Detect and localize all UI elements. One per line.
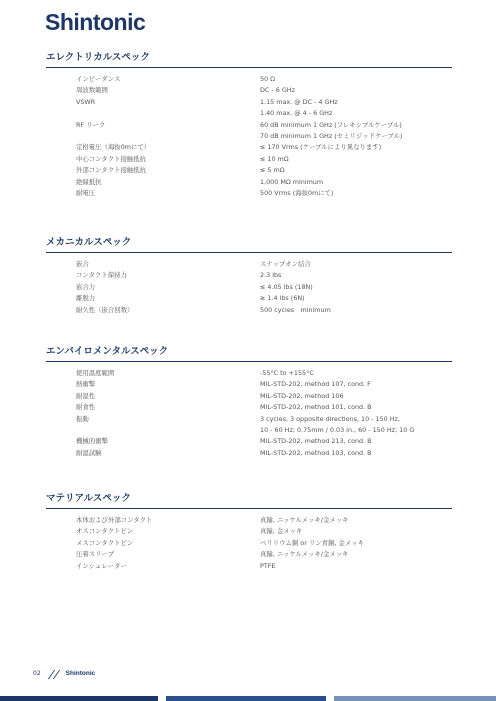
spec-row	[46, 293, 452, 304]
spec-value: ≤ 4.05 lbs (18N)	[260, 282, 313, 291]
spec-label: 定格電圧（海抜0mにて）	[76, 143, 151, 152]
section-title: マテリアルスペック	[46, 493, 452, 509]
spec-value: 1,000 MΩ minimum	[260, 177, 324, 186]
spec-value: 500 Vrms (海抜0mにて)	[260, 188, 334, 197]
spec-row	[46, 368, 452, 379]
spec-row	[46, 259, 452, 270]
spec-label: 嵌合	[76, 260, 89, 268]
spec-value: 真鍮, ニッケルメッキ/金メッキ	[260, 550, 349, 559]
spec-row	[46, 165, 452, 176]
spec-row	[46, 379, 452, 390]
spec-label: 耐食性	[76, 403, 96, 412]
spec-row	[46, 270, 452, 281]
spec-value: ≥ 1.4 lbs (6N)	[260, 294, 305, 303]
spec-value: 60 dB minimum 1 GHz (フレキシブルケーブル)	[260, 120, 402, 129]
bar-segment-3	[166, 696, 326, 701]
spec-label: 耐湿性	[76, 391, 96, 400]
spec-section	[46, 237, 452, 316]
spec-value: 1.15 max. @ DC - 4 GHz	[260, 97, 338, 106]
spec-value: 50 Ω	[260, 75, 276, 83]
spec-value: ベリリウム銅 or リン青銅, 金メッキ	[260, 538, 365, 547]
spec-value: 真鍮, ニッケルメッキ/金メッキ	[260, 516, 349, 524]
spec-label: 絶縁抵抗	[76, 177, 102, 186]
spec-value: -55°C to +155°C	[260, 369, 314, 377]
spec-row	[46, 305, 452, 316]
spec-value: 3 cycles, 3 opposite directions, 10 - 150 Hz,	[260, 414, 400, 423]
spec-value: DC - 6 GHz	[260, 86, 295, 95]
spec-label: 外部コンタクト接触抵抗	[76, 166, 147, 175]
spec-label: インシュレーター	[76, 561, 127, 570]
spec-row	[46, 154, 452, 165]
spec-label: オスコンタクトピン	[76, 527, 134, 536]
brand-logo: Shintonic	[45, 9, 146, 35]
footer-brand: Shintonic	[65, 670, 96, 677]
spec-label: 耐電圧	[76, 188, 96, 197]
spec-label: 振動	[76, 414, 89, 423]
spec-value: ≤ 5 mΩ	[260, 166, 285, 175]
spec-value: 真鍮, 金メッキ	[260, 527, 303, 536]
spec-label: 圧着スリーブ	[76, 550, 115, 559]
spec-value: 500 cycles minimum	[260, 305, 331, 314]
spec-section	[46, 346, 452, 459]
spec-label: 耐湿試験	[76, 448, 102, 457]
bar-segment-4	[326, 696, 334, 701]
spec-section	[46, 52, 452, 199]
spec-label: 熱衝撃	[76, 380, 96, 389]
spec-value: 1.40 max. @ 4 - 6 GHz	[260, 109, 333, 118]
spec-value: 70 dB minimum 1 GHz (セミリジッドケーブル)	[260, 131, 403, 140]
bottom-color-bar	[0, 696, 496, 701]
spec-value: MIL-STD-202, method 213, cond. B	[260, 437, 372, 446]
spec-row	[46, 561, 452, 572]
spec-label: コンタクト保持力	[76, 271, 127, 280]
spec-value: MIL-STD-202, method 106	[260, 391, 344, 400]
spec-value: ≤ 170 Vrms (ケーブルにより異なります)	[260, 143, 382, 152]
spec-label: 周波数範囲	[76, 86, 108, 95]
bar-segment-5	[334, 696, 496, 701]
spec-value: 10 - 60 Hz; 0.75mm / 0.03 in., 60 - 150 Hz; 10 G	[260, 425, 415, 434]
spec-label: 機械的衝撃	[76, 437, 108, 446]
section-title: メカニカルスペック	[46, 237, 452, 253]
spec-label: VSWR	[76, 97, 96, 106]
spec-row	[46, 538, 452, 549]
spec-label: インピーダンス	[76, 75, 121, 83]
page-number: 02	[33, 670, 41, 677]
spec-label: 離脱力	[76, 294, 96, 303]
spec-row	[46, 177, 452, 188]
spec-row	[46, 526, 452, 537]
spec-value: スナップオン結合	[260, 260, 311, 268]
page-footer	[33, 669, 95, 679]
section-title: エレクトリカルスペック	[46, 52, 452, 68]
bar-segment-2	[158, 696, 166, 701]
spec-value: MIL-STD-202, method 103, cond. B	[260, 448, 372, 457]
spec-row	[46, 97, 452, 108]
spec-row	[46, 142, 452, 153]
spec-value: ≤ 10 mΩ	[260, 154, 289, 163]
spec-row	[46, 120, 452, 131]
spec-value: 2.3 lbs	[260, 271, 282, 280]
spec-row	[46, 515, 452, 526]
spec-row	[46, 188, 452, 199]
spec-label: メスコンタクトピン	[76, 538, 134, 547]
spec-label: RF リーク	[76, 120, 106, 129]
spec-row	[46, 414, 452, 425]
double-slash-icon	[47, 669, 61, 679]
spec-value: PTFE	[260, 561, 276, 570]
spec-value: MIL-STD-202, method 101, cond. B	[260, 403, 372, 412]
spec-label: 耐久性（嵌合回数）	[76, 305, 134, 314]
spec-row	[46, 448, 452, 459]
spec-label: 嵌合力	[76, 282, 96, 291]
spec-row	[46, 402, 452, 413]
bar-segment-1	[0, 696, 158, 701]
spec-label: 使用温度範囲	[76, 369, 115, 377]
section-title: エンバイロメンタルスペック	[46, 346, 452, 362]
spec-row	[46, 549, 452, 560]
spec-label: 中心コンタクト接触抵抗	[76, 154, 147, 163]
spec-label: 本体および外部コンタクト	[76, 516, 153, 524]
spec-section	[46, 493, 452, 572]
spec-row	[46, 74, 452, 85]
spec-row	[46, 282, 452, 293]
spec-row	[46, 85, 452, 96]
spec-row	[46, 131, 452, 142]
spec-row	[46, 436, 452, 447]
spec-row	[46, 108, 452, 119]
spec-row	[46, 391, 452, 402]
spec-value: MIL-STD-202, method 107, cond. F	[260, 380, 371, 389]
spec-row	[46, 425, 452, 436]
